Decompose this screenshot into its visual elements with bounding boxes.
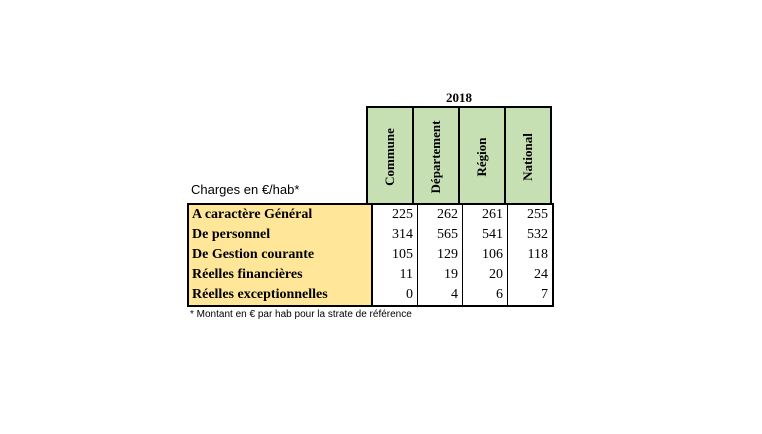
footnote: * Montant en € par hab pour la strate de référence [190,309,412,320]
column-header-region [460,108,506,205]
row-label: De Gestion courante [189,245,373,265]
column-header-label: National [520,132,535,181]
table-cell: 11 [373,265,418,285]
table-cell: 4 [418,285,463,305]
table-cell: 118 [527,247,548,262]
table-cell: 106 [463,245,508,265]
table-cell: 7 [541,287,548,302]
table-cell: 262 [418,205,463,225]
column-headers [366,106,552,205]
table-cell: 225 [373,205,418,225]
table-cell: 6 [463,285,508,305]
table-caption: Charges en €/hab* [191,182,300,197]
column-header-label: Département [428,120,443,193]
table-row [189,245,552,265]
table-cell: 105 [373,245,418,265]
charges-table [187,203,554,307]
table-cell: 129 [418,245,463,265]
table-cell: 261 [463,205,508,225]
table-cell: 565 [418,225,463,245]
year-heading: 2018 [446,90,472,105]
column-header-label: Commune [382,127,397,186]
table-cell: 20 [463,265,508,285]
table-row [189,205,552,225]
column-header-commune [368,108,414,205]
row-label: De personnel [189,225,373,245]
column-header-national [506,108,550,205]
table-cell: 314 [373,225,418,245]
column-header-departement [414,108,460,205]
table-cell: 24 [534,267,548,282]
table-row [189,285,552,305]
row-label: Réelles financières [189,265,373,285]
table-cell: 0 [373,285,418,305]
table-cell: 255 [527,207,548,222]
table-cell: 541 [463,225,508,245]
table-cell: 19 [418,265,463,285]
table-cell: 532 [527,227,548,242]
row-label: Réelles exceptionnelles [189,285,373,305]
row-label: A caractère Général [189,205,373,225]
table-row [189,225,552,245]
table-row [189,265,552,285]
column-header-label: Région [474,137,489,176]
